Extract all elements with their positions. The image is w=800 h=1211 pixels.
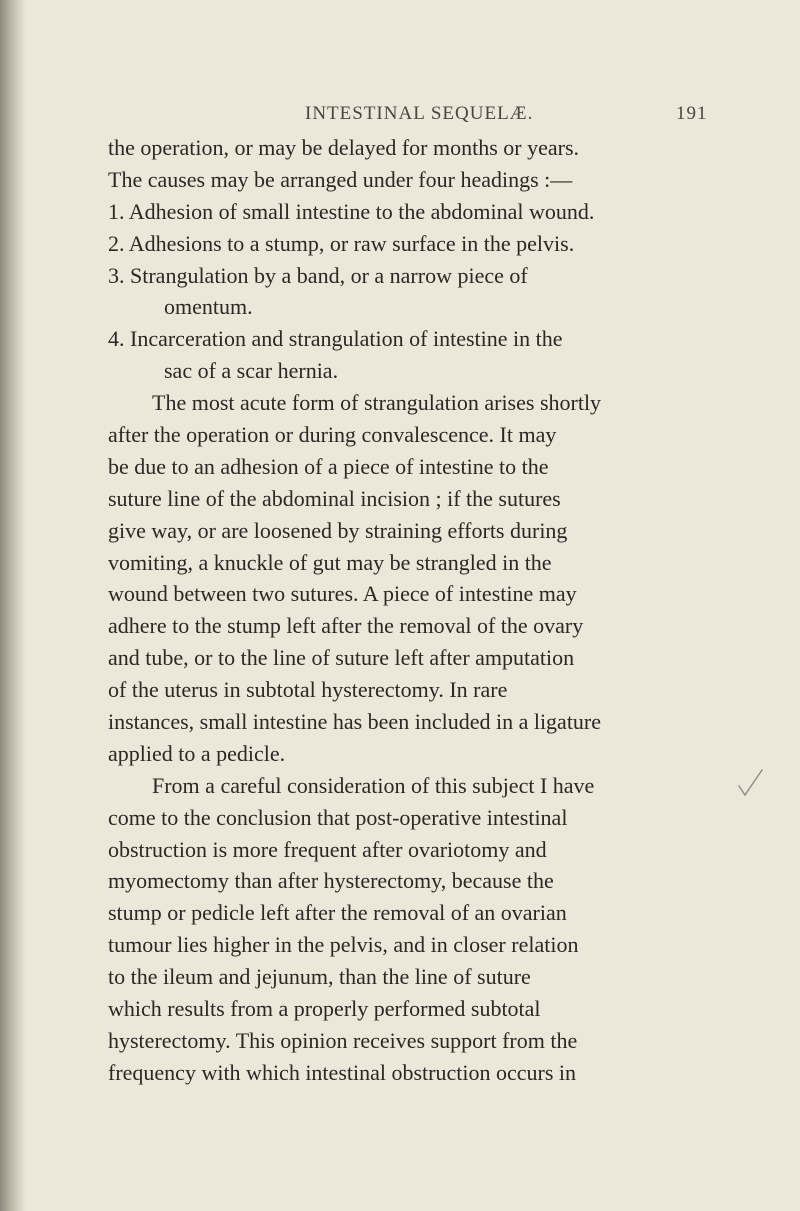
text-line: the operation, or may be delayed for months or years. xyxy=(108,135,580,160)
paragraph-first-line: From a careful consideration of this subject I have xyxy=(152,772,595,798)
text-line: The causes may be arranged under four headings :— xyxy=(108,166,573,192)
text-line: after the operation or during convalescence. It may xyxy=(108,422,557,448)
text-line: applied to a pedicle. xyxy=(108,740,286,766)
paragraph-first-line: The most acute form of strangulation arises shortly xyxy=(152,390,602,416)
text-line: suture line of the abdominal incision ; if the sutures xyxy=(108,485,561,511)
list-item: 4. Incarceration and strangulation of intestine in the xyxy=(108,326,563,352)
page-gutter-shadow xyxy=(0,0,26,1211)
text-line: which results from a properly performed subtotal xyxy=(108,996,541,1022)
page-header xyxy=(0,103,800,135)
text-line: adhere to the stump left after the removal of the ovary xyxy=(108,613,584,639)
text-line: hysterectomy. This opinion receives support from the xyxy=(108,1027,578,1053)
text-line: wound between two sutures. A piece of intestine may xyxy=(108,581,577,607)
text-line: and tube, or to the line of suture left after amputation xyxy=(108,645,575,671)
list-item: 3. Strangulation by a band, or a narrow piece of xyxy=(108,262,528,288)
text-line: vomiting, a knuckle of gut may be strangled in the xyxy=(108,549,552,575)
list-item: 2. Adhesions to a stump, or raw surface in the pelvis. xyxy=(108,230,575,256)
text-line: myomectomy than after hysterectomy, because the xyxy=(108,868,554,894)
pencil-check-mark-icon xyxy=(736,768,764,798)
text-line: frequency with which intestinal obstruction occurs in xyxy=(108,1059,576,1085)
text-line: tumour lies higher in the pelvis, and in closer relation xyxy=(108,932,579,958)
text-line: come to the conclusion that post-operative intestinal xyxy=(108,804,568,830)
text-line: to the ileum and jejunum, than the line of suture xyxy=(108,964,531,990)
list-item: 1. Adhesion of small intestine to the abdominal wound. xyxy=(108,198,595,224)
text-line: stump or pedicle left after the removal of an ovarian xyxy=(108,900,567,926)
body-text xyxy=(108,132,728,1089)
list-item-continuation: sac of a scar hernia. xyxy=(164,358,339,384)
running-title: INTESTINAL SEQUELÆ. xyxy=(305,103,534,124)
list-item-continuation: omentum. xyxy=(164,294,253,320)
text-line: instances, small intestine has been included in a ligature xyxy=(108,709,602,735)
text-line: give way, or are loosened by straining efforts during xyxy=(108,517,568,543)
text-line: obstruction is more frequent after ovariotomy and xyxy=(108,836,547,862)
text-line: of the uterus in subtotal hysterectomy. In rare xyxy=(108,677,508,703)
text-line: be due to an adhesion of a piece of intestine to the xyxy=(108,453,549,479)
page-number: 191 xyxy=(676,103,708,124)
